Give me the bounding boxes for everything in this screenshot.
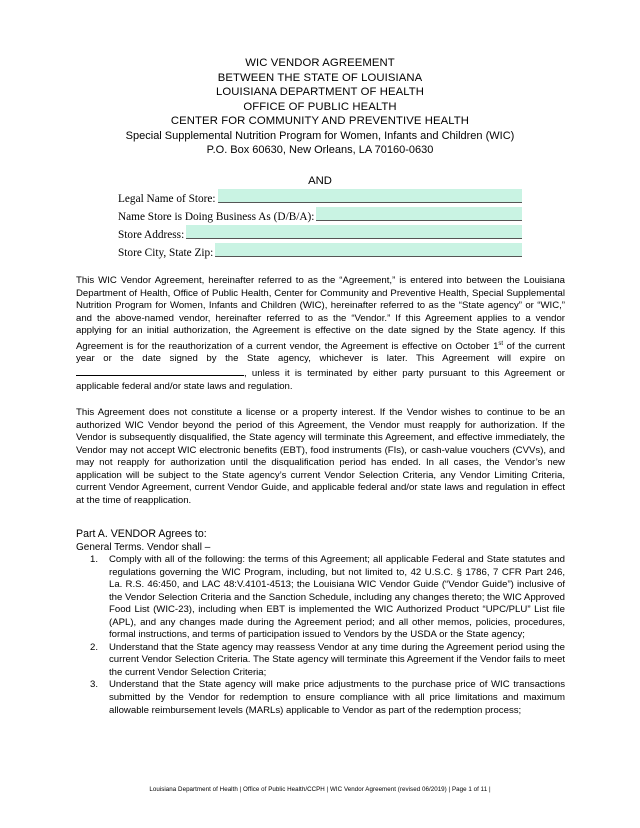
- store-address-field[interactable]: [186, 225, 522, 239]
- license-paragraph: This Agreement does not constitute a license or a property interest. If the Vendor wishes to continue to be an authorized WIC Vendor beyond the period of this Agreement, the Vendor must reapply for authorization. If the Vendor is subsequently disqualified, the State agency will terminate this Agreement, and effective immediately, the Vendor may not accept WIC electronic benefits (EBT), food instruments (FIs), or cash-value vouchers (CVVs), and may not reapply for authorization until the disqualification period has ended. In all cases, the Vendor’s new application will be subject to the State agency’s current Vendor Selection Criteria, any Vendor Limiting Criteria, current Vendor Agreement, current Vendor Guide, and applicable federal and/or state laws and regulation in effect at the time of reapplication.: [76, 407, 565, 506]
- store-address-label: Store Address:: [118, 229, 185, 241]
- part-a-heading: Part A. VENDOR Agrees to:: [76, 528, 207, 540]
- item-number: 2.: [90, 641, 99, 653]
- item-text: Understand that the State agency will make price adjustments to the purchase price of WIC transactions submitted by the Vendor for redemption to ensure compliance with all price limitations and maximum allowable reimbursement levels (MARLs) applicable to Vendor as part of the redemption process;: [109, 679, 565, 716]
- intro-text-a: This WIC Vendor Agreement, hereinafter referred to as the “Agreement,” is entered into between the Louisiana Department of Health, Office of Public Health, Center for Community and Preventive Health, Special Supplemental Nutrition Program for Women, Infants and Children (WIC), hereinafter referred to as the “State agency” or “WIC,” and the above-named vendor, hereinafter referred to as the “Vendor.” If this Agreement applies to a vendor applying for an initial authorization, the Agreement is effective on the date signed by the State agency. If this Agreement is for the reauthorization of a current vendor, the Agreement is effective on October 1: [76, 275, 565, 352]
- ordinal-suffix: st: [498, 340, 504, 347]
- page-footer: Louisiana Department of Health | Office of Public Health/CCPH | WIC Vendor Agreement (revised 06/2019) | Page 1 of 11 |: [149, 786, 491, 793]
- title-line-3: LOUISIANA DEPARTMENT OF HEALTH: [215, 86, 425, 98]
- item-number: 1.: [90, 554, 99, 565]
- program-name: Special Supplemental Nutrition Program for Women, Infants and Children (WIC): [125, 129, 515, 142]
- list-item: [76, 642, 565, 680]
- intro-text-c: , unless it is terminated by either party pursuant to this Agreement or applicable federal and/or state laws and regulation.: [76, 368, 565, 392]
- city-state-zip-label: Store City, State Zip:: [118, 247, 214, 259]
- and-separator: AND: [308, 174, 332, 187]
- intro-paragraph: [76, 275, 565, 393]
- title-line-1: WIC VENDOR AGREEMENT: [245, 57, 395, 69]
- legal-name-field[interactable]: [218, 189, 522, 203]
- vendor-info-form: [118, 187, 522, 259]
- legal-name-row: [118, 187, 522, 205]
- part-a-section: [76, 528, 565, 717]
- document-header: [0, 56, 640, 187]
- title-line-5: CENTER FOR COMMUNITY AND PREVENTIVE HEALTH: [170, 115, 470, 127]
- dba-field[interactable]: [316, 207, 522, 221]
- general-terms-heading: General Terms. Vendor shall –: [76, 542, 211, 553]
- title-line-2: BETWEEN THE STATE OF LOUISIANA: [217, 71, 423, 84]
- city-state-zip-row: [118, 241, 522, 259]
- address-line: P.O. Box 60630, New Orleans, LA 70160-0630: [206, 144, 434, 156]
- item-text: Comply with all of the following: the terms of this Agreement; all applicable Federal and State statutes and regulations governing the WIC Program, including, but not limited to, 42 U.S.C. § 1786, 7 CFR Part 246, La. R.S. 46:450, and LAC 48:V.4101-4513; the Louisiana WIC Vendor Guide (“Vendor Guide”) inclusive of the Vendor Selection Criteria and the Sanction Schedule, including any changes thereto; the WIC Approved Food List (WIC-23), including when EBT is implemented the WIC Authorized Product “UPC/PLU” List file (APL), and any changes made during the Agreement period; and all other memos, policies, procedures, formal instructions, and terms of participation issued to Vendors by the USDA or the State agency;: [109, 554, 565, 641]
- list-item: [76, 679, 565, 717]
- store-address-row: [118, 223, 522, 241]
- city-state-zip-field[interactable]: [215, 243, 522, 257]
- terms-list: [76, 554, 565, 717]
- title-line-4: OFFICE OF PUBLIC HEALTH: [243, 100, 397, 113]
- legal-name-label: Legal Name of Store:: [118, 193, 216, 205]
- intro-text-b: of the current year or the date signed by the State agency, whichever is later. This Agreement will expire on: [76, 340, 565, 365]
- item-number: 3.: [90, 679, 99, 691]
- dba-row: [118, 205, 522, 223]
- list-item: [76, 554, 565, 642]
- item-text: Understand that the State agency may reassess Vendor at any time during the Agreement period using the current Vendor Selection Criteria. The State agency will terminate this Agreement if the Vendor fails to meet the current Vendor Selection Criteria;: [109, 641, 565, 678]
- dba-label: Name Store is Doing Business As (D/B/A):: [118, 211, 315, 223]
- expiration-date-field[interactable]: [76, 366, 244, 376]
